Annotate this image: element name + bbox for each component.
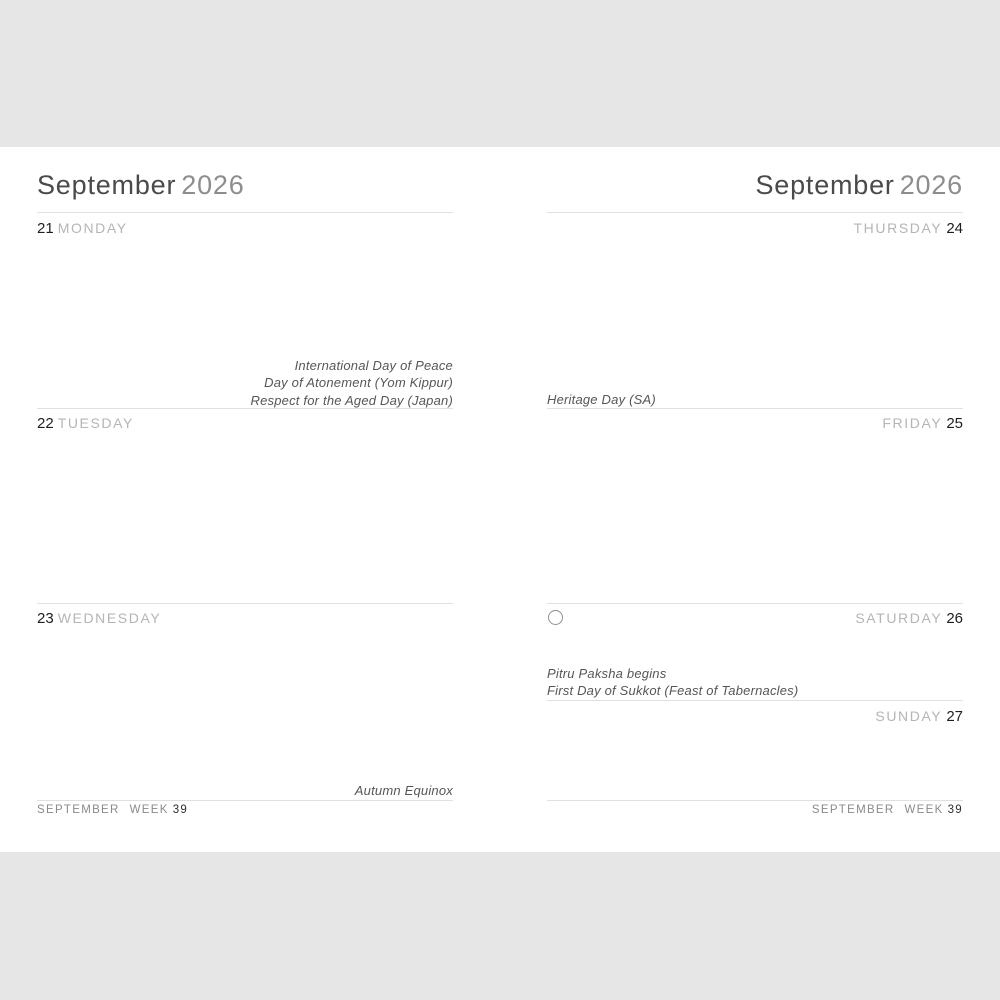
day-name: WEDNESDAY (57, 610, 162, 626)
day-divider (37, 408, 453, 409)
day-row-friday (547, 414, 963, 433)
footer-month: SEPTEMBER (811, 804, 895, 816)
day-row-sunday (547, 707, 963, 726)
day-row-wednesday (37, 609, 453, 628)
footer-month: SEPTEMBER (37, 804, 120, 816)
page-title (37, 170, 453, 201)
day-number: 23 (37, 610, 54, 627)
day-number: 21 (37, 220, 54, 237)
monday-events (37, 357, 453, 409)
day-name: SATURDAY (855, 610, 943, 626)
day-divider (547, 603, 963, 604)
event-line: Heritage Day (SA) (547, 392, 656, 407)
day-divider (547, 408, 963, 409)
footer-week-label: WEEK (904, 804, 944, 816)
footer-divider (547, 800, 963, 801)
title-divider (547, 212, 963, 213)
day-number: 22 (37, 415, 54, 432)
day-number: 25 (946, 415, 963, 432)
event-line: First Day of Sukkot (Feast of Tabernacles) (547, 683, 799, 699)
day-row-tuesday (37, 414, 453, 433)
wednesday-events (37, 782, 453, 799)
day-number: 26 (946, 610, 963, 627)
thursday-events (547, 391, 963, 408)
title-month: September (37, 170, 177, 200)
saturday-events (547, 665, 963, 700)
day-number: 24 (946, 220, 963, 237)
day-name: MONDAY (57, 220, 128, 236)
footer-week-label: WEEK (129, 804, 169, 816)
day-divider (547, 700, 963, 701)
day-name: TUESDAY (57, 415, 134, 431)
day-row-saturday (547, 609, 963, 628)
right-page (547, 0, 963, 852)
day-name: SUNDAY (875, 708, 943, 724)
footer-divider (37, 800, 453, 801)
day-row-thursday (547, 219, 963, 238)
event-line: Respect for the Aged Day (Japan) (250, 392, 453, 408)
title-year: 2026 (181, 170, 245, 200)
day-name: FRIDAY (882, 415, 943, 431)
title-divider (37, 212, 453, 213)
day-row-monday (37, 219, 453, 238)
event-line: Day of Atonement (Yom Kippur) (264, 375, 453, 391)
footer-week-number: 39 (172, 804, 189, 816)
week-footer (547, 804, 963, 816)
footer-week-number: 39 (947, 804, 963, 816)
event-line: International Day of Peace (294, 358, 453, 373)
title-month: September (755, 170, 895, 200)
event-line: Pitru Paksha begins (547, 666, 667, 681)
left-page (37, 0, 453, 852)
page-title (547, 170, 963, 201)
week-footer (37, 804, 453, 816)
day-name: THURSDAY (853, 220, 943, 236)
title-year: 2026 (899, 170, 963, 200)
bottom-gray-band (0, 852, 1000, 1000)
day-divider (37, 603, 453, 604)
day-number: 27 (946, 708, 963, 725)
event-line: Autumn Equinox (354, 783, 453, 798)
